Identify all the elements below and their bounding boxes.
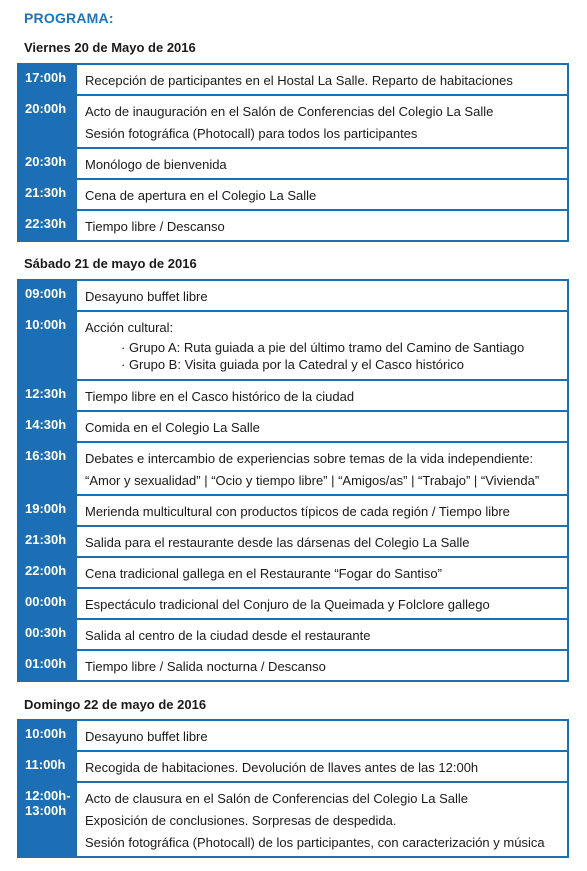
description-cell xyxy=(77,752,567,781)
description-line: Acto de inauguración en el Salón de Conferencias del Colegio La Salle xyxy=(85,104,494,119)
time-cell: 11:00h xyxy=(19,752,77,781)
schedule-row xyxy=(19,281,567,310)
description-cell xyxy=(77,312,567,379)
description-subline: · Grupo A: Ruta guiada a pie del último tramo del Camino de Santiago xyxy=(121,340,525,355)
time-cell: 12:00h- 13:00h xyxy=(19,783,77,856)
description-line: Merienda multicultural con productos típicos de cada región / Tiempo libre xyxy=(85,504,510,519)
description-line: Acción cultural: xyxy=(85,320,174,335)
time-cell: 21:30h xyxy=(19,527,77,556)
time-cell: 19:00h xyxy=(19,496,77,525)
description-cell xyxy=(77,65,567,94)
time-cell: 00:30h xyxy=(19,620,77,649)
schedule-row xyxy=(19,441,567,494)
description-line: Desayuno buffet libre xyxy=(85,729,208,744)
description-cell xyxy=(77,620,567,649)
schedule-row xyxy=(19,649,567,680)
description-cell xyxy=(77,443,567,494)
description-line: Debates e intercambio de experiencias sobre temas de la vida independiente: xyxy=(85,451,534,466)
schedule-row xyxy=(19,65,567,94)
schedule-row xyxy=(19,556,567,587)
schedule-row xyxy=(19,721,567,750)
schedule-row xyxy=(19,94,567,147)
schedule-table xyxy=(17,279,569,682)
page-title: PROGRAMA: xyxy=(24,10,114,26)
schedule-row xyxy=(19,587,567,618)
schedule-row xyxy=(19,494,567,525)
description-cell xyxy=(77,496,567,525)
description-cell xyxy=(77,589,567,618)
time-cell: 22:30h xyxy=(19,211,77,240)
description-cell xyxy=(77,651,567,680)
description-cell xyxy=(77,211,567,240)
schedule-row xyxy=(19,781,567,856)
description-line: Exposición de conclusiones. Sorpresas de despedida. xyxy=(85,813,397,828)
description-cell xyxy=(77,281,567,310)
time-cell: 16:30h xyxy=(19,443,77,494)
description-line: Monólogo de bienvenida xyxy=(85,157,227,172)
description-line: Cena tradicional gallega en el Restaurante “Fogar do Santiso” xyxy=(85,566,442,581)
schedule-row xyxy=(19,750,567,781)
description-cell xyxy=(77,527,567,556)
description-line: Sesión fotográfica (Photocall) para todos los participantes xyxy=(85,126,418,141)
day-heading: Domingo 22 de mayo de 2016 xyxy=(24,697,207,712)
description-cell xyxy=(77,558,567,587)
time-cell: 17:00h xyxy=(19,65,77,94)
schedule-row xyxy=(19,410,567,441)
description-cell xyxy=(77,96,567,147)
time-cell: 10:00h xyxy=(19,312,77,379)
description-cell xyxy=(77,381,567,410)
description-line: Acto de clausura en el Salón de Conferencias del Colegio La Salle xyxy=(85,791,469,806)
schedule-row xyxy=(19,147,567,178)
description-cell xyxy=(77,149,567,178)
time-cell: 10:00h xyxy=(19,721,77,750)
schedule-table xyxy=(17,719,569,858)
description-line: Desayuno buffet libre xyxy=(85,289,208,304)
schedule-row xyxy=(19,209,567,240)
schedule-row xyxy=(19,178,567,209)
description-line: Salida para el restaurante desde las dársenas del Colegio La Salle xyxy=(85,535,470,550)
time-cell: 20:30h xyxy=(19,149,77,178)
schedule-row xyxy=(19,310,567,379)
time-cell: 00:00h xyxy=(19,589,77,618)
description-cell xyxy=(77,412,567,441)
time-cell: 21:30h xyxy=(19,180,77,209)
day-heading: Sábado 21 de mayo de 2016 xyxy=(24,256,197,271)
description-line: Cena de apertura en el Colegio La Salle xyxy=(85,188,317,203)
time-cell: 12:30h xyxy=(19,381,77,410)
description-line: Tiempo libre en el Casco histórico de la ciudad xyxy=(85,389,355,404)
description-line: “Amor y sexualidad” | “Ocio y tiempo libre” | “Amigos/as” | “Trabajo” | “Vivienda” xyxy=(85,473,540,488)
description-subline: · Grupo B: Visita guiada por la Catedral y el Casco histórico xyxy=(121,357,464,372)
description-line: Comida en el Colegio La Salle xyxy=(85,420,260,435)
description-cell xyxy=(77,783,567,856)
description-line: Tiempo libre / Salida nocturna / Descanso xyxy=(85,659,326,674)
time-cell: 20:00h xyxy=(19,96,77,147)
schedule-row xyxy=(19,379,567,410)
description-line: Tiempo libre / Descanso xyxy=(85,219,225,234)
description-line: Recogida de habitaciones. Devolución de llaves antes de las 12:00h xyxy=(85,760,479,775)
time-cell: 01:00h xyxy=(19,651,77,680)
description-line: Recepción de participantes en el Hostal La Salle. Reparto de habitaciones xyxy=(85,73,513,88)
description-cell xyxy=(77,721,567,750)
description-line: Salida al centro de la ciudad desde el restaurante xyxy=(85,628,371,643)
schedule-row xyxy=(19,618,567,649)
time-cell: 22:00h xyxy=(19,558,77,587)
description-cell xyxy=(77,180,567,209)
schedule-row xyxy=(19,525,567,556)
schedule-table xyxy=(17,63,569,242)
time-cell: 09:00h xyxy=(19,281,77,310)
time-cell: 14:30h xyxy=(19,412,77,441)
description-line: Sesión fotográfica (Photocall) de los participantes, con caracterización y música xyxy=(85,835,545,850)
description-line: Espectáculo tradicional del Conjuro de la Queimada y Folclore gallego xyxy=(85,597,490,612)
day-heading: Viernes 20 de Mayo de 2016 xyxy=(24,40,196,55)
